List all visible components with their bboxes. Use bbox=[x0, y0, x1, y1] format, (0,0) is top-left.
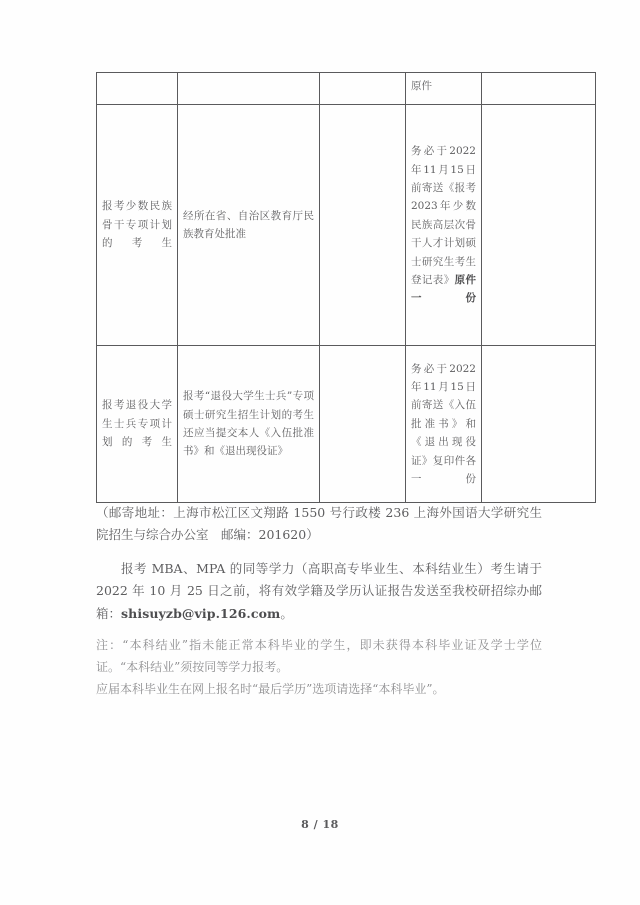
cell-requirement: 报考“退役大学生士兵”专项硕士研究生招生计划的考生还应当提交本人《入伍批准书》和《退出现役证》 bbox=[178, 346, 320, 503]
cell-note: 务必于2022年11月15日前寄送《入伍批准书》和《退出现役证》复印件各一份 bbox=[406, 346, 482, 503]
cell-note-main: 务必于2022年11月15日前寄送《报考2023年少数民族高层次骨干人才计划硕士研究生考生登记表》 bbox=[411, 145, 476, 286]
cell-spacer bbox=[320, 105, 406, 346]
cell-category: 报考退役大学生士兵专项计划的考生 bbox=[97, 346, 178, 503]
table-row bbox=[97, 105, 596, 346]
mba-notice-tail: 。 bbox=[280, 605, 293, 621]
mba-notice-text: 报考 MBA、MPA 的同等学力（高职高专毕业生、本科结业生）考生请于 2022 年 10 月 25 日之前，将有效学籍及学历认证报告发送至我校研招综办邮箱： bbox=[96, 561, 542, 621]
cell-spacer bbox=[320, 346, 406, 503]
contact-email: shisuyzb@vip.126.com bbox=[121, 605, 281, 621]
cell-category: 报考少数民族骨干专项计划的考生 bbox=[97, 105, 178, 346]
mba-notice-paragraph bbox=[96, 558, 542, 625]
footnote-line-1: 注：“本科结业”指未能正常本科毕业的学生，即未获得本科毕业证及学士学位证。“本科结业”须按同等学力报考。 bbox=[96, 638, 542, 675]
page-number: 8 / 18 bbox=[301, 818, 339, 831]
cell-requirement: 经所在省、自治区教育厅民族教育处批准 bbox=[178, 105, 320, 346]
cell-note bbox=[406, 105, 482, 346]
cell-remarks bbox=[482, 73, 596, 105]
cell-spacer bbox=[320, 73, 406, 105]
cell-remarks bbox=[482, 105, 596, 346]
cell-note-emphasis: 原件一份 bbox=[411, 273, 477, 305]
cell-requirement bbox=[178, 73, 320, 105]
table-row bbox=[97, 73, 596, 105]
footnote-line-2: 应届本科毕业生在网上报名时“最后学历”选项请选择“本科毕业”。 bbox=[96, 682, 445, 696]
cell-remarks bbox=[482, 346, 596, 503]
table-row bbox=[97, 346, 596, 503]
mailing-address-paragraph: （邮寄地址：上海市松江区文翔路 1550 号行政楼 236 上海外国语大学研究生院招生与综合办公室 邮编：201620） bbox=[96, 505, 542, 543]
cell-note: 原件 bbox=[406, 73, 482, 105]
cell-category bbox=[97, 73, 178, 105]
requirements-table bbox=[96, 72, 596, 503]
